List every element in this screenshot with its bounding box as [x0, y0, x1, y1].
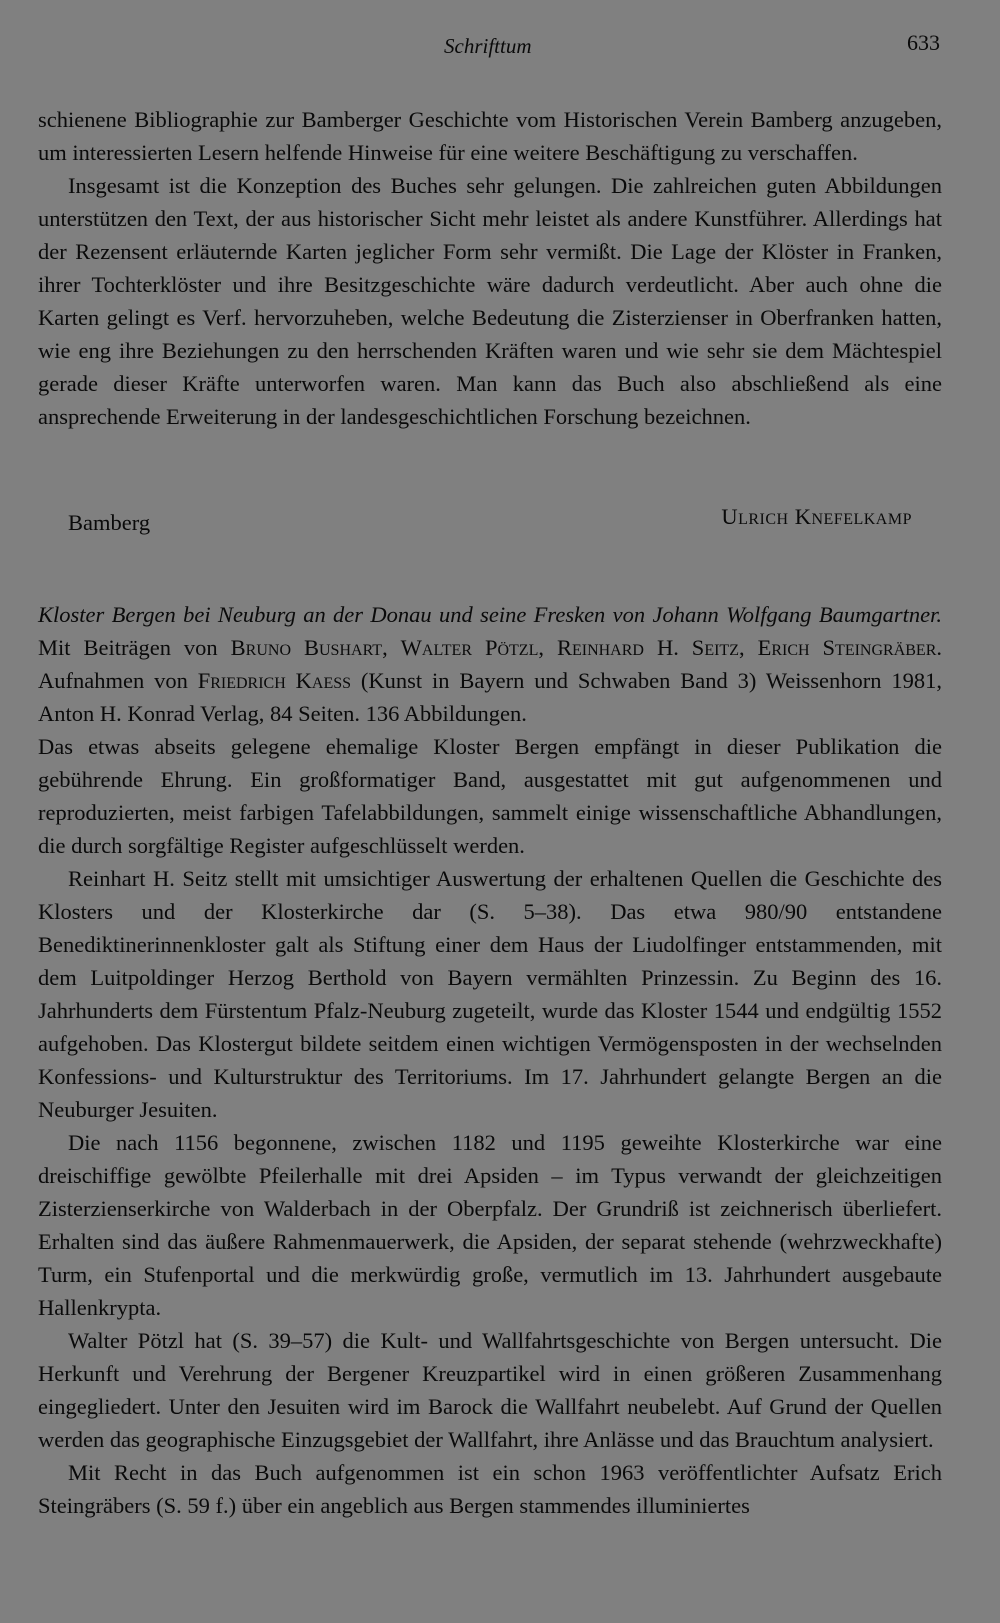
paragraph: Insgesamt ist die Konzeption des Buches sehr gelungen. Die zahlreichen guten Abbildungen unterstützen den Text, der aus historischer Sicht mehr leistet als andere Kunstführer. Allerdings hat der Rezensent erläuternde Karten jeglicher Form sehr vermißt. Die Lage der Klöster in Franken, ihrer Tochterklöster und ihre Besitzgeschichte wäre dadurch verdeutlicht. Aber auch ohne die Karten gelingt es Verf. hervorzuheben, welche Bedeutung die Zisterzienser in Oberfranken hatten, wie eng ihre Beziehungen zu den herrschenden Kräften waren und wie sehr sie dem Mächtespiel gerade dieser Kräfte unterworfen waren. Man kann das Buch also abschließend als eine ansprechende Erweiterung in der landesgeschichtlichen Forschung bezeichnen.	[38, 173, 942, 429]
paragraph: Das etwas abseits gelegene ehemalige Kloster Bergen empfängt in dieser Publikation die gebührende Ehrung. Ein großformatiger Band, ausgestattet mit gut aufgenommenen und reproduzierten, meist farbigen Tafelabbildungen, sammelt einige wissenschaftliche Abhandlungen, die durch sorgfältige Register aufgeschlüsselt werden.	[38, 734, 942, 858]
paragraph: Walter Pötzl hat (S. 39–57) die Kult- und Wallfahrtsgeschichte von Bergen untersucht. Die Herkunft und Verehrung der Bergener Kreuzpartikel wird in einen größeren Zusammenhang eingegliedert. Unter den Jesuiten wird im Barock die Wallfahrt neubelebt. Auf Grund der Quellen werden das geographische Einzugsgebiet der Wallfahrt, ihre Anlässe und das Brauchtum analysiert.	[38, 1328, 942, 1452]
book-reference	[38, 598, 942, 730]
signature-place: Bamberg	[68, 510, 151, 535]
paragraph: Die nach 1156 begonnene, zwischen 1182 und 1195 geweihte Klosterkirche war eine dreischiffige gewölbte Pfeilerhalle mit drei Apsiden – im Typus verwandt der gleichzeitigen Zisterzienserkirche von Walderbach in der Oberpfalz. Der Grundriß ist zeichnerisch überliefert. Erhalten sind das äußere Rahmenmauerwerk, die Apsiden, der separat stehende (wehrzweckhafte) Turm, ein Stufenportal und die merkwürdig große, vermutlich im 13. Jahrhundert ausgebaute Hallenkrypta.	[38, 1130, 942, 1320]
photographer-name: Friedrich Kaess	[197, 668, 352, 693]
page-number: 633	[907, 30, 940, 55]
reference-text: Mit Beiträgen von	[38, 635, 231, 660]
contributor-name: Bruno Bushart	[230, 635, 383, 660]
review-2-body	[38, 598, 942, 1522]
reviewer-name: Ulrich Knefelkamp	[721, 504, 912, 529]
reference-text: ,	[538, 635, 557, 660]
book-title: Kloster Bergen bei Neuburg an der Donau und seine Fresken von Johann Wolfgang Baumgartner.	[38, 602, 942, 627]
contributor-name: Erich Steingräber	[757, 635, 937, 660]
page-header	[40, 30, 940, 60]
paragraph: Mit Recht in das Buch aufgenommen ist ein schon 1963 veröffentlichter Aufsatz Erich Steingräbers (S. 59 f.) über ein angeblich aus Bergen stammendes illuminiertes	[38, 1460, 942, 1518]
paragraph: Reinhart H. Seitz stellt mit umsichtiger Auswertung der erhaltenen Quellen die Geschichte des Klosters und der Klosterkirche dar (S. 5–38). Das etwa 980/90 entstandene Benediktinerinnenkloster galt als Stiftung einer dem Haus der Liudolfinger entstammenden, mit dem Luitpoldinger Herzog Berthold von Bayern vermählten Prinzessin. Zu Beginn des 16. Jahrhunderts dem Fürstentum Pfalz-Neuburg zugeteilt, wurde das Kloster 1544 und endgültig 1552 aufgehoben. Das Klostergut bildete seitdem einen wichtigen Vermögensposten in der wechselnden Konfessions- und Kulturstruktur des Territoriums. Im 17. Jahrhundert gelangte Bergen an die Neuburger Jesuiten.	[38, 866, 942, 1122]
paragraph: schienene Bibliographie zur Bamberger Geschichte vom Historischen Verein Bamberg anzugeben, um interessierten Lesern helfende Hinweise für eine weitere Beschäftigung zu verschaffen.	[38, 107, 942, 165]
reference-text: (Kunst in Bayern und Schwaben Band 3) Weissenhorn 1981, Anton H. Konrad Verlag, 84 Seiten. 136 Abbildungen.	[38, 668, 942, 726]
running-head: Schrifttum	[444, 34, 532, 58]
reference-text: . Aufnahmen von	[38, 635, 942, 693]
contributor-name: Reinhard H. Seitz	[556, 635, 739, 660]
reference-text: ,	[738, 635, 758, 660]
contributor-name: Walter Pötzl	[400, 635, 539, 660]
reference-text: ,	[382, 635, 401, 660]
review-1-body	[38, 103, 942, 433]
